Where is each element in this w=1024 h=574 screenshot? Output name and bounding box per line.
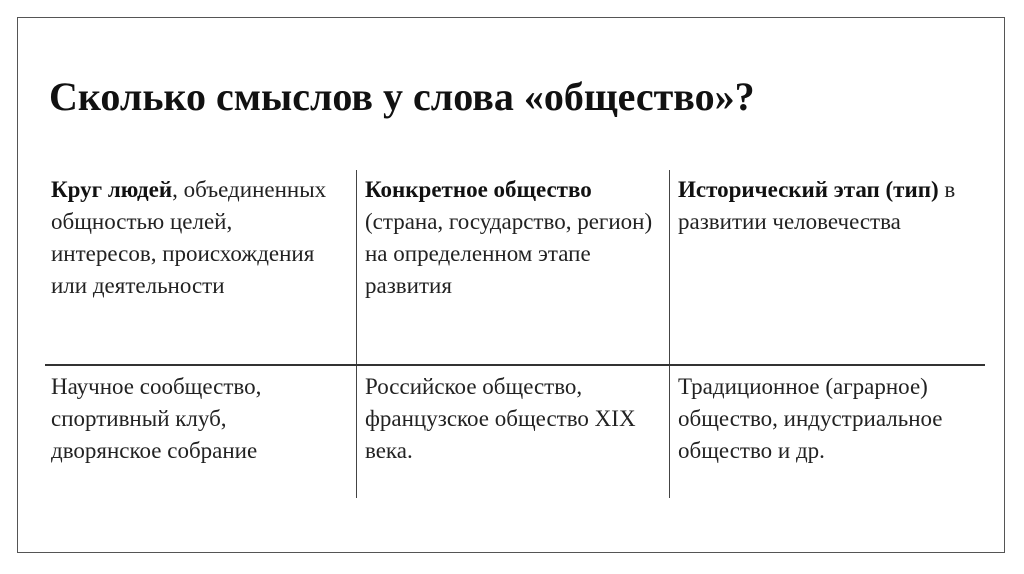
- definition-term: Конкретное общество: [365, 177, 592, 202]
- example-cell-concrete-society: Российское общество, французское общество XIX века.: [365, 374, 636, 463]
- meanings-table: [45, 170, 985, 498]
- example-cell-group-of-people: Научное сообщество, спортивный клуб, дворянское собрание: [51, 374, 262, 463]
- definition-text: (страна, государство, регион) на определенном этапе развития: [365, 209, 653, 298]
- definition-text: , объединенных общностью целей, интересов, происхождения или деятельности: [51, 177, 327, 298]
- definition-term: Исторический этап (тип): [678, 177, 939, 202]
- slide-title: Сколько смыслов у слова «общество»?: [49, 74, 755, 119]
- example-cell-historical-stage: Традиционное (аграрное) общество, индустриальное общество и др.: [678, 374, 943, 463]
- definition-cell-concrete-society: [365, 174, 655, 302]
- row-divider: [45, 364, 985, 366]
- definition-cell-historical-stage: [678, 174, 978, 238]
- definition-text: в развитии человечества: [678, 177, 956, 234]
- definition-term: Круг людей: [51, 177, 173, 202]
- definition-cell-group-of-people: [51, 174, 341, 302]
- column-divider-2: [669, 170, 670, 498]
- column-divider-1: [356, 170, 357, 498]
